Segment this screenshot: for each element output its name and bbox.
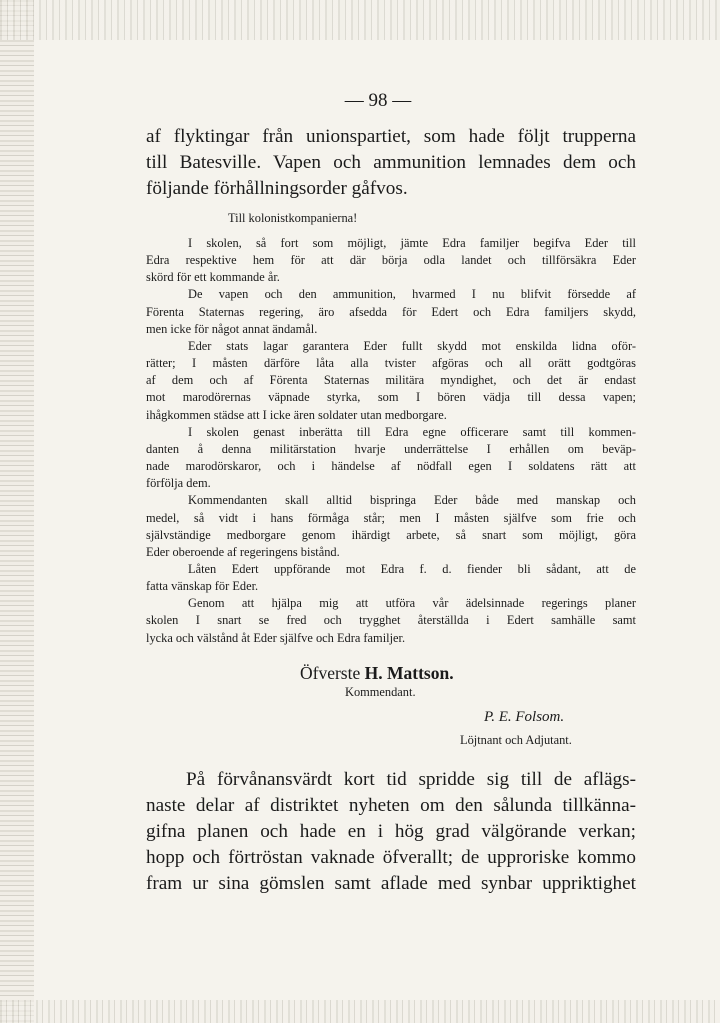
text-line: skolen I snart se fred och trygghet återställda i Edert samhälle samt	[146, 613, 636, 628]
page-number: — 98 —	[344, 90, 412, 111]
text-line: förfölja dem.	[146, 476, 211, 491]
text-line: självständige medborgare genom ihärdigt arbete, så snart som möjligt, göra	[146, 527, 636, 542]
signature-title: Kommendant.	[345, 685, 416, 699]
text-line: följande förhållningsorder gåfvos.	[146, 178, 408, 199]
text-line: Genom att hjälpa mig att utföra vår ädelsinnade regerings planer	[188, 596, 636, 611]
text-line: lycka och välstånd åt Eder själfve och Edra familjer.	[146, 630, 406, 645]
page-edge-top	[0, 0, 720, 40]
text-line: Eder stats lagar garantera Eder fullt skydd mot enskilda lidna oför-	[188, 338, 636, 353]
intro-paragraph	[146, 124, 636, 202]
page-edge-left	[0, 0, 34, 1023]
text-line: hopp och förtröstan vaknade öfverallt; de upproriske kommo	[146, 847, 636, 868]
signature-name: H. Mattson.	[364, 663, 454, 683]
text-line: naste delar af distriktet nyheten om den sålunda tillkänna-	[146, 795, 636, 816]
text-line: till Batesville. Vapen och ammunition lemnades dem och	[146, 152, 636, 173]
text-line: medel, så vidt i hans förmåga står; men I måsten själfve som frie och	[146, 510, 636, 525]
text-line: fatta vänskap för Eder.	[146, 579, 259, 594]
text-line: De vapen och den ammunition, hvarmed I nu blifvit försedde af	[188, 287, 636, 302]
closing-paragraph	[146, 767, 636, 897]
text-line: Edra respektive hem för att där börja odla landet och tillförsäkra Eder	[146, 253, 636, 268]
text-line: gifna planen och hade en i hög grad välgörande verkan;	[146, 821, 636, 842]
letter-heading: Till kolonistkompanierna!	[228, 211, 358, 225]
text-line: danten å denna militärstation hvarje underrättelse I erhållen om beväp-	[146, 441, 636, 456]
signature-rank: Öfverste	[300, 663, 361, 683]
text-line: Låten Edert uppförande mot Edra f. d. fiender bli sådant, att de	[188, 561, 636, 576]
text-line: nade marodörskaror, och i händelse af nödfall egen I soldatens rätt att	[146, 459, 636, 474]
text-line: I skolen genast inberätta till Edra egne officerare samt till kommen-	[188, 424, 636, 439]
text-line: fram ur sina gömslen samt aflade med synbar uppriktighet	[146, 873, 636, 894]
signature-commandant	[300, 663, 454, 684]
signature-adjutant-name: P. E. Folsom.	[484, 709, 565, 725]
text-line: af dem och af Förenta Staternas militära myndighet, och det är endast	[146, 373, 636, 388]
signature-adjutant-title: Löjtnant och Adjutant.	[460, 733, 572, 747]
text-line: Kommendanten skall alltid bispringa Eder både med manskap och	[188, 493, 636, 508]
text-line: Förenta Staternas regering, äro afsedda för Edert och Edra familjers skydd,	[146, 304, 636, 319]
text-line: ihågkommen städse att I icke ären soldater utan medborgare.	[146, 407, 447, 422]
page-edge-bottom	[0, 1000, 720, 1023]
text-line: Eder oberoende af regeringens bistånd.	[146, 544, 340, 559]
text-line: skörd för ett kommande år.	[146, 270, 280, 285]
text-line: af flyktingar från unionspartiet, som hade följt trupperna	[146, 126, 636, 147]
text-line: I skolen, så fort som möjligt, jämte Edra familjer begifva Eder till	[188, 236, 636, 250]
text-line: mot marodörernas väpnade styrka, som I bören vädja till dessa vapen;	[146, 390, 636, 405]
text-line: rätter; I måsten därföre låta alla tvister afgöras och all orätt godtgöras	[146, 356, 636, 371]
letter-body	[146, 235, 636, 647]
text-line: På förvånansvärdt kort tid spridde sig till de aflägs-	[186, 769, 636, 790]
text-line: men icke för något annat ändamål.	[146, 321, 318, 336]
